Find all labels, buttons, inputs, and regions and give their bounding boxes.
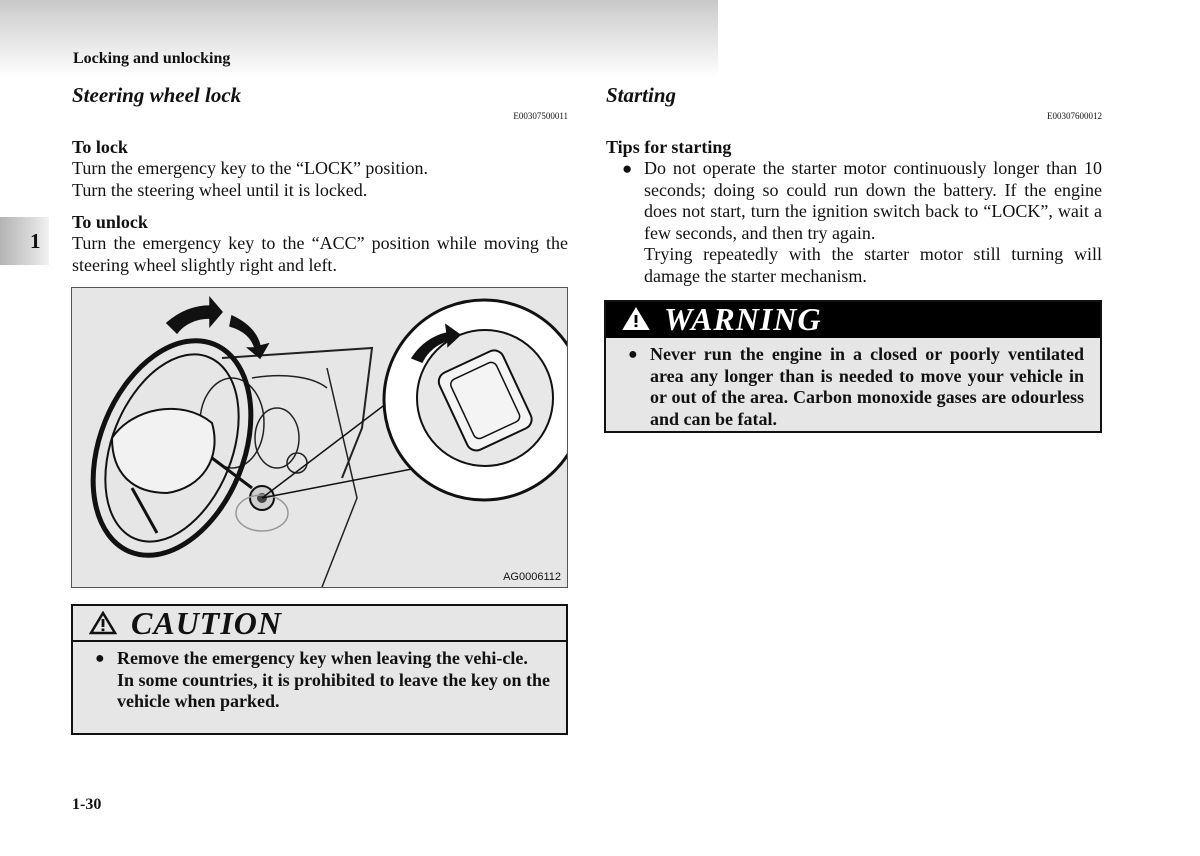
caution-body — [73, 642, 566, 713]
starting-code: E00307600012 — [1047, 111, 1102, 121]
to-lock-title: To lock — [72, 137, 128, 157]
chapter-tab — [0, 217, 49, 265]
caution-box — [71, 604, 568, 735]
tip-item — [606, 158, 1102, 287]
tips-title: Tips for starting — [606, 137, 732, 157]
tip-line1: Do not operate the starter motor continuously longer than 10 seconds; doing so could run down the battery. If the engine does not start, turn the ignition switch back to “LOCK”, wait a few seconds, and then try again. — [644, 158, 1102, 243]
left-column — [72, 82, 568, 276]
caution-title: CAUTION — [131, 605, 283, 641]
warning-title-row — [606, 302, 1100, 338]
warning-body — [606, 338, 1100, 430]
to-lock-line1: Turn the emergency key to the “LOCK” position. — [72, 158, 428, 178]
warning-triangle-icon — [89, 611, 117, 635]
bullet-icon: ● — [95, 650, 105, 667]
caution-title-row — [73, 606, 566, 642]
starting-heading: Starting — [606, 83, 677, 107]
warning-box — [604, 300, 1102, 433]
bullet-icon: ● — [622, 159, 633, 178]
to-lock-line2: Turn the steering wheel until it is locked. — [72, 179, 368, 200]
right-column — [606, 82, 1102, 287]
caution-line2: In some countries, it is prohibited to leave the key on the vehicle when parked. — [117, 669, 550, 711]
bullet-icon: ● — [628, 346, 638, 363]
steering-lock-heading: Steering wheel lock — [72, 83, 242, 107]
tip-line2: Trying repeatedly with the starter motor still turning will damage the starter mechanism. — [644, 244, 1102, 286]
figure-code: AG0006112 — [503, 571, 561, 583]
steering-wheel-illustration — [71, 287, 568, 588]
page-number: 1-30 — [72, 796, 102, 813]
steering-lock-code: E00307500011 — [513, 111, 568, 121]
caution-line1: Remove the emergency key when leaving the vehi-cle. — [117, 648, 528, 668]
chapter-number: 1 — [30, 229, 41, 253]
warning-title: WARNING — [664, 301, 822, 337]
warning-triangle-icon — [622, 307, 650, 331]
to-unlock-title: To unlock — [72, 212, 148, 232]
section-header: Locking and unlocking — [73, 50, 231, 67]
steering-wheel-drawing — [72, 288, 567, 587]
to-unlock-text: Turn the emergency key to the “ACC” position while moving the steering wheel slightly right and left. — [72, 233, 568, 275]
warning-text: Never run the engine in a closed or poorly ventilated area any longer than is needed to move your vehicle in or out of the area. Carbon monoxide gases are odourless and can be fatal. — [650, 344, 1084, 429]
